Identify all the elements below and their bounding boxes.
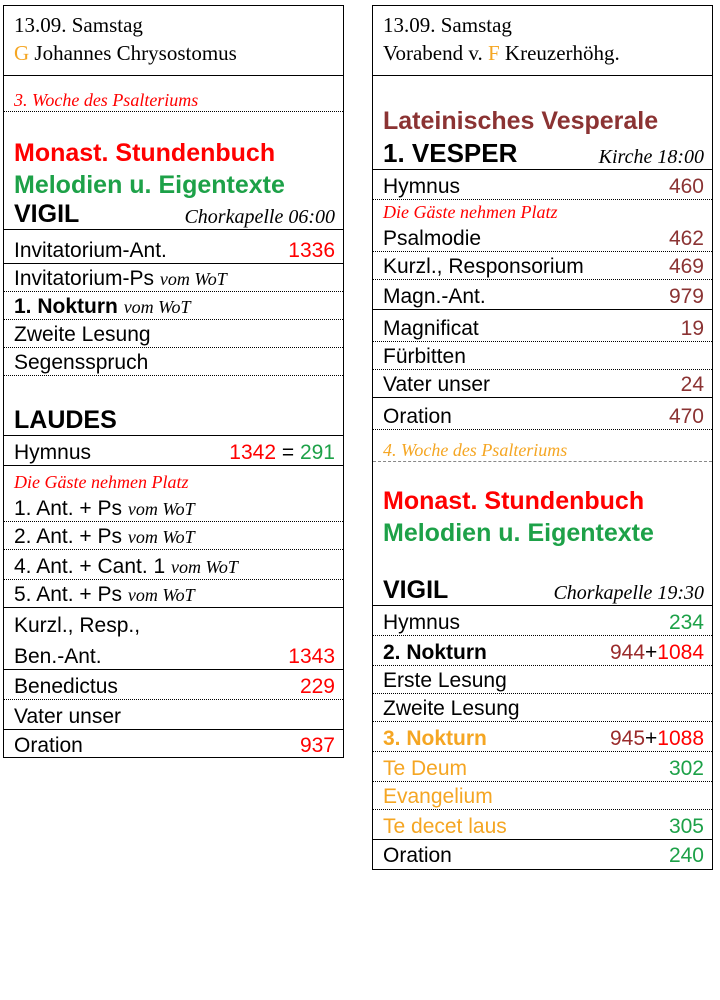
left-feast-grade: G: [14, 41, 30, 65]
left-end-row: Oration 937: [14, 734, 335, 757]
right-vigil-heading: [373, 574, 712, 606]
right-vesper-row: Psalmodie 462: [373, 224, 712, 252]
right-vesper-place-time: Kirche 18:00: [598, 146, 704, 168]
left-vigil-place-time: Chorkapelle 06:00: [184, 206, 335, 228]
right-date: 13.09. Samstag: [383, 13, 512, 37]
left-vigil-row: Segensspruch: [4, 348, 343, 376]
right-vigil-row: Te Deum 302: [373, 752, 712, 782]
left-laudes-title: LAUDES: [4, 404, 343, 436]
left-psalm-row: 5. Ant. + Ps vom WoT: [4, 580, 343, 608]
left-vigil-row: Invitatorium-Ps vom WoT: [4, 264, 343, 292]
left-book-subtitle: Melodien u. Eigentexte: [14, 171, 285, 199]
right-vesper-row: Fürbitten: [373, 342, 712, 370]
right-schedule-column: [372, 5, 713, 870]
left-vigil-title: VIGIL: [14, 200, 80, 228]
right-vigil-title: VIGIL: [383, 576, 449, 604]
left-vigil-heading: [4, 202, 343, 230]
left-guests-note: Die Gäste nehmen Platz: [14, 472, 189, 492]
left-end-row: Ben.-Ant. 1343: [4, 638, 343, 670]
right-vesper-row: Magn.-Ant. 979: [373, 280, 712, 310]
right-vigil-row: 3. Nokturn 945+1088: [373, 722, 712, 752]
left-psalm-row: 1. Ant. + Ps vom WoT: [4, 494, 343, 522]
left-end-row: Benedictus 229: [4, 670, 343, 700]
right-vesper-row: Magnificat 19: [373, 310, 712, 342]
right-day-header: 13.09. Samstag Vorabend v. F Kreuzerhöhg.: [373, 6, 712, 76]
left-vigil-row: Zweite Lesung: [4, 320, 343, 348]
left-vigil-row: Invitatorium-Ant. 1336: [4, 234, 343, 264]
right-vigil-row: Evangelium: [373, 782, 712, 810]
left-psalm-row: 4. Ant. + Cant. 1 vom WoT: [4, 550, 343, 580]
right-vigil-row: Erste Lesung: [373, 666, 712, 694]
left-date: 13.09. Samstag: [14, 13, 143, 37]
left-psalter-week: 3. Woche des Psalteriums: [4, 90, 343, 112]
right-psalter-week: 4. Woche des Psalteriums: [373, 440, 712, 462]
right-vigil-row: Hymnus 234: [373, 606, 712, 636]
right-book-title: Monast. Stundenbuch: [383, 487, 645, 515]
left-book-title: Monast. Stundenbuch: [14, 139, 276, 167]
right-book-subtitle: Melodien u. Eigentexte: [383, 519, 654, 547]
right-vesper-title: 1. VESPER: [383, 138, 518, 168]
right-vesper-row: Kurzl., Responsorium 469: [373, 252, 712, 280]
left-day-header: [4, 6, 343, 76]
right-vigil-row: 2. Nokturn 944+1084: [373, 636, 712, 666]
right-vesper-hymnus: Hymnus 460: [373, 170, 712, 200]
right-vesper-book: Lateinisches Vesperale: [383, 107, 659, 135]
right-vesper-row: Vater unser 24: [373, 370, 712, 398]
left-end-row: Vater unser: [4, 700, 343, 730]
right-vigil-row: Zweite Lesung: [373, 694, 712, 722]
left-psalm-row: 2. Ant. + Ps vom WoT: [4, 522, 343, 550]
right-vigil-place-time: Chorkapelle 19:30: [553, 582, 704, 604]
right-vesper-row: Oration 470: [373, 398, 712, 430]
left-schedule-column: [3, 5, 344, 758]
right-feast-grade: F: [487, 41, 500, 65]
right-vigil-row: Te decet laus 305: [373, 810, 712, 840]
right-guests-note: Die Gäste nehmen Platz: [383, 202, 558, 222]
left-saint-name: Johannes Chrysostomus: [34, 41, 237, 65]
right-vesper-heading: [373, 136, 712, 170]
left-laudes-hymnus: Hymnus 1342 = 291: [4, 436, 343, 466]
left-end-row: Kurzl., Resp.,: [14, 614, 141, 637]
right-vigil-row: Oration 240: [383, 844, 704, 867]
left-vigil-row: 1. Nokturn vom WoT: [4, 292, 343, 320]
